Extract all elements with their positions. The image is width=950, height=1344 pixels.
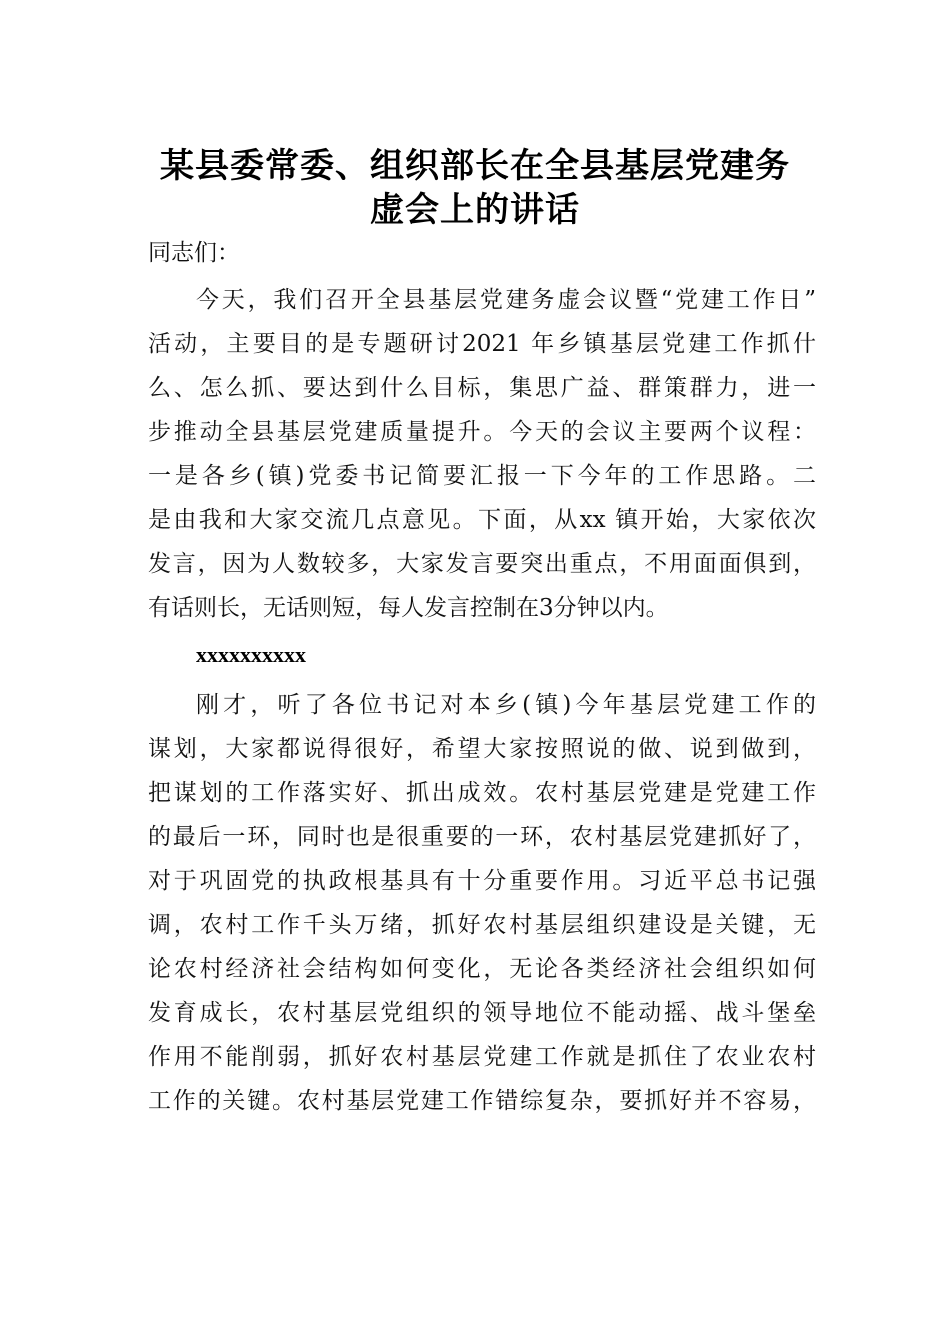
greeting: 同志们：	[148, 240, 240, 266]
paragraph-1-line: 步推动全县基层党建质量提升。今天的会议主要两个议程：	[148, 419, 816, 445]
paragraph-2-line: 工作的关键。农村基层党建工作错综复杂，要抓好并不容易，	[148, 1088, 816, 1114]
paragraph-1-line: 是由我和大家交流几点意见。下面，从xx 镇开始，大家依次	[148, 507, 816, 533]
paragraph-2-line: 对于巩固党的执政根基具有十分重要作用。习近平总书记强	[148, 868, 816, 894]
paragraph-2-line: 发育成长，农村基层党组织的领导地位不能动摇、战斗堡垒	[148, 1000, 816, 1026]
paragraph-2-line: 作用不能削弱，抓好农村基层党建工作就是抓住了农业农村	[148, 1044, 816, 1070]
paragraph-2-line: 调，农村工作千头万绪，抓好农村基层组织建设是关键，无	[148, 912, 816, 938]
paragraph-2-line: 谋划，大家都说得很好，希望大家按照说的做、说到做到，	[148, 736, 816, 762]
paragraph-2-line: 把谋划的工作落实好、抓出成效。农村基层党建是党建工作	[148, 780, 816, 806]
paragraph-1-line: 活动，主要目的是专题研讨2021 年乡镇基层党建工作抓什	[148, 331, 816, 357]
document-title-line-2: 虚会上的讲话	[370, 190, 580, 230]
paragraph-2-line: 的最后一环，同时也是很重要的一环，农村基层党建抓好了，	[148, 824, 816, 850]
paragraph-2-line: 刚才，听了各位书记对本乡(镇)今年基层党建工作的	[196, 692, 816, 718]
paragraph-1-line: 么、怎么抓、要达到什么目标，集思广益、群策群力，进一	[148, 375, 816, 401]
paragraph-2-line: 论农村经济社会结构如何变化，无论各类经济社会组织如何	[148, 956, 816, 982]
paragraph-1-line: 发言，因为人数较多，大家发言要突出重点，不用面面俱到，	[148, 551, 816, 577]
paragraph-1-line: 有话则长，无话则短，每人发言控制在3分钟以内。	[148, 595, 669, 621]
paragraph-1-line: 今天，我们召开全县基层党建务虚会议暨“党建工作日”	[196, 287, 816, 313]
paragraph-1-line: 一是各乡(镇)党委书记简要汇报一下今年的工作思路。二	[148, 463, 816, 489]
section-subheading: xxxxxxxxxx	[196, 642, 306, 667]
document-title-line-1: 某县委常委、组织部长在全县基层党建务	[160, 146, 790, 186]
